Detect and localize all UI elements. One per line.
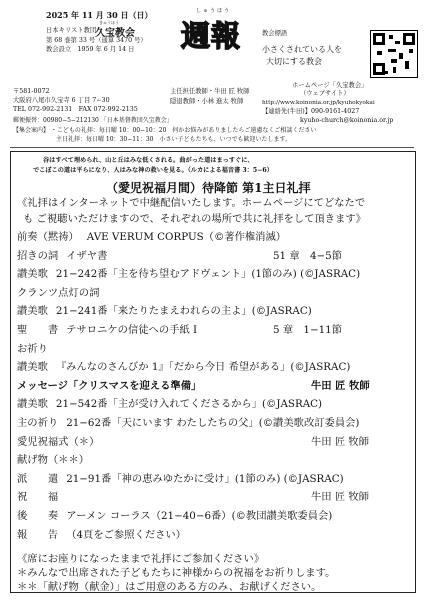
service-item-text: アーメン コーラス（21−40−6番）(©教団讃美歌委員会) [66,510,333,522]
service-item [17,265,360,280]
service-item-text: 21−62番「天にいます わたしたちの父」(©讃美歌改訂委員会) [66,417,360,429]
homepage-url[interactable]: http://www.koinonia.or.jp/kyuhokyokai [262,100,375,106]
homepage-label: ホームページ「久宝教会」 [292,82,368,89]
service-item-name: 讃美歌 [17,398,48,411]
footer-line1: 《席にお座りになったままで礼拝にご参加ください》 [17,553,265,565]
service-item-text: 21−241番「来たりたまえわれらの主よ」(©JASRAC) [55,305,312,318]
homepage-sub: （ウェブサイト） [300,90,350,97]
church-name: 久宝教会 [95,28,135,39]
header-divider [10,147,414,148]
notice-line1: 《礼拝はインターネットで中継配信いたします。ホームページにてどなたで [17,197,366,209]
service-item-text: 21−242番「主を待ち望むアドヴェント」(1節のみ) (©JASRAC) [55,268,361,281]
service-item [17,470,344,485]
email[interactable]: kyuho-church@koinonia.or.jp [300,117,394,124]
service-item-name: 主の祈り [17,417,59,429]
service-item [17,321,197,336]
service-item-name: 讃美歌 [17,305,48,318]
service-item-ref: 5 章 1−11節 [273,324,342,336]
service-item [17,377,209,392]
service-item-name: 招きの詞 [17,249,59,262]
service-item-name: 前奏（黙祷） [17,231,79,243]
motto-line2: 大切にする教会 [266,57,322,66]
service-item [17,507,332,522]
service-item-name: お祈り [17,342,48,355]
service-item-name: メッセージ「クリスマスを迎える準備」 [17,379,202,392]
service-item-name: 献げ物（＊＊） [17,454,90,467]
service-item-text: AVE VERUM CORPUS（©著作権消滅） [86,231,287,243]
service-item-name: 讃美歌 [17,268,48,281]
service-item [17,414,359,429]
meeting-info2: 主日礼拝：毎日曜 10：30−11：30 小さい子どもたちも、いつでも歓迎いたします。 [56,136,291,143]
contact-phone: 【連絡先(牛田)】090-9161-4027 [262,108,360,115]
verse-line2: でこぼこの道は平らになり、人はみな神の救いを見る。（ルカによる福音書 3：5−6） [33,167,273,174]
service-item-ref: 51 章 4−5節 [273,249,342,262]
motto-line1: 小さくされている人を [262,45,342,54]
service-item-text: 21−91番「神の恵みゆたかに受け」(1節のみ) (©JASRAC) [66,472,344,485]
verse-line1: 谷はすべて埋められ、山と丘はみな低くされる。曲がった道はまっすぐに、 [43,157,254,164]
service-item-name: 派 遣 [17,472,59,485]
notice-line2: も ご視聴いただけますので、それぞれの場所で共に礼拝をして頂きます》 [23,213,366,225]
service-item [17,302,312,317]
pastor-line2: 隠退教師・小林 進太 牧師 [170,98,244,105]
service-item-text: イザヤ書 [66,249,108,262]
bulletin-header [0,0,424,150]
bulletin-title: 週報 [181,19,242,53]
service-title: （愛児祝福月間）待降節 第1主日礼拝 [106,181,311,195]
date: 2025 年 11 月 30 日（日） [46,10,153,20]
order-of-service-box [10,151,416,593]
service-item [17,433,107,448]
issue-number: 第 68 巻第 33 号（通算 3470 号） [46,37,147,44]
founded: 教会設立 1959 年 6 月 14 日 [46,46,135,53]
service-item [17,451,97,466]
service-item-name: 祝 福 [17,491,59,504]
church-furigana: きゅうほう [99,20,119,25]
service-item-text: 『みんなのさんびか 1』「だから今日 希望がある」(©JASRAC) [55,361,351,374]
footer-line3: ＊＊「献げ物（献金）」はご用意のある方のみ、お献げください。 [17,581,322,593]
service-item [17,395,322,410]
service-item-text: 21−542番「主が受け入れてくださるから」(©JASRAC) [55,398,323,411]
transfer-account: 郵便振替：00980−5−212130 「日本基督教団久宝教会」 [13,117,173,124]
church-prefix: 日本キリスト教団 [46,27,97,34]
service-item-text: （4頁をご参照ください） [66,528,187,541]
title-ruby: しゅうほう [196,8,232,14]
footer-line2: ＊みんなで出席された子どもたちに神様からの祝福をお祈りします。 [17,567,336,579]
postal-code: 〒581-0072 [13,88,50,95]
qr-code [370,30,418,78]
service-item-name: 愛児祝福式（＊） [17,435,100,448]
service-item [17,358,350,373]
service-item-ref: 牛田 匠 牧師 [311,435,370,448]
pastor-line1: 主任担任教師・牛田 匠 牧師 [170,88,250,95]
tel-fax: TEL 072-992-2131 FAX 072-992-2135 [13,106,138,113]
service-item [17,284,107,299]
service-item-ref: 牛田 匠 牧師 [311,379,370,392]
service-item-ref: 牛田 匠 牧師 [311,491,370,504]
address: 大阪府八尾市久宝寺 6 丁目 7−30 [13,97,110,104]
motto-label: 教会標語 [262,30,288,37]
service-item-name: 聖 書 [17,324,59,336]
service-item [17,526,186,541]
service-item [17,247,107,262]
service-item [17,488,66,503]
service-item-name: 後 奏 [17,510,59,522]
service-item-text: テサロニケの信徒への手紙 I [66,324,198,336]
service-item [17,340,56,355]
service-item [17,228,286,243]
service-item-name: クランツ点灯の詞 [17,286,100,299]
service-item-name: 報 告 [17,528,59,541]
meeting-info: 【集会案内】 ・こどもの礼拝：毎日曜 10：00−10：20 何かお悩みがありましたらご遠慮なくご相談ください [13,127,317,134]
service-item-name: 讃美歌 [17,361,48,374]
